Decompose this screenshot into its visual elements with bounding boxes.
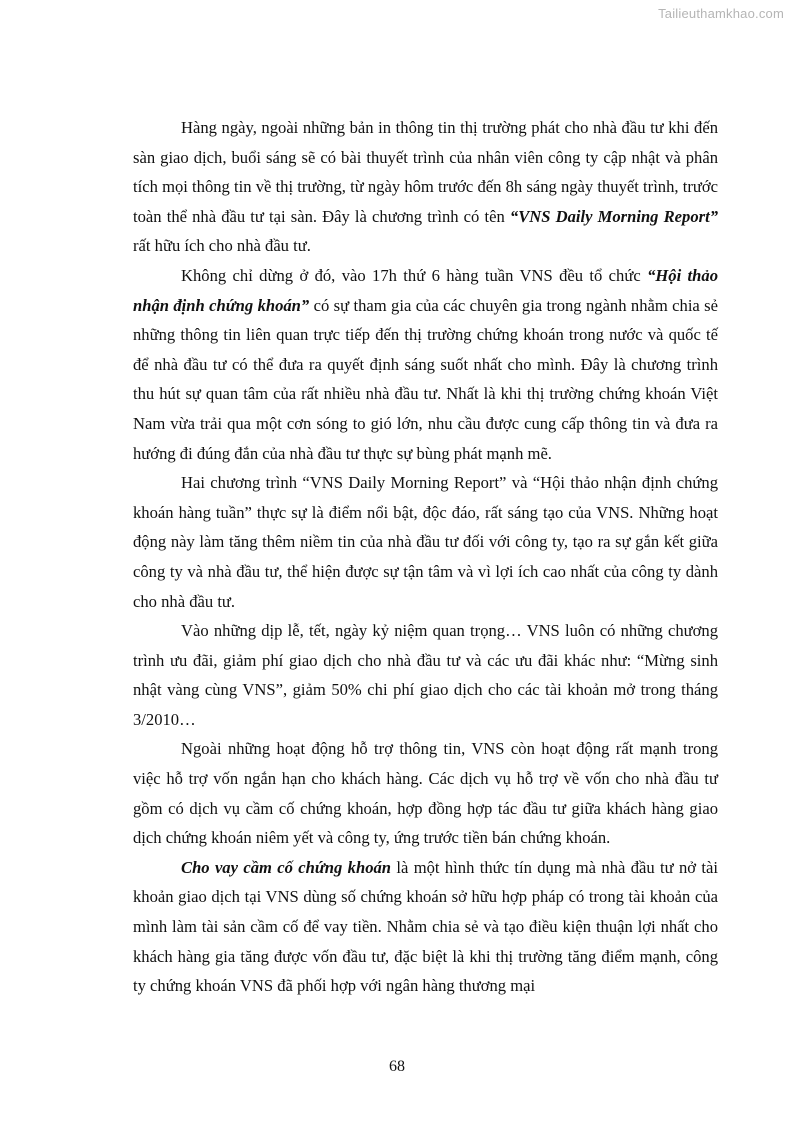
page-number: 68	[389, 1058, 405, 1075]
watermark: Tailieuthamkhao.com	[658, 6, 784, 21]
paragraph-holiday-promotions: Vào những dịp lễ, tết, ngày kỷ niệm quan trọng… VNS luôn có những chương trình ưu đãi, giảm phí giao dịch cho nhà đầu tư và các ưu đãi khác như: “Mừng sinh nhật vàng cùng VNS”, giảm 50% chi phí giao dịch cho các tài khoản mở trong tháng 3/2010…	[133, 621, 718, 729]
paragraph-vns-daily-morning-report	[133, 113, 718, 261]
program-name-emphasis: “VNS Daily Morning Report”	[509, 206, 718, 226]
paragraph-text: có sự tham gia của các chuyên gia trong ngành nhằm chia sẻ những thông tin liên quan trực tiếp đến thị trường chứng khoán trong nước và quốc tế để nhà đầu tư có thể đưa ra quyết định sáng suốt nhất cho mình. Đây là chương trình thu hút sự quan tâm của rất nhiều nhà đầu tư. Nhất là khi thị trường chứng khoán Việt Nam vừa trải qua một cơn sóng to gió lớn, nhu cầu được cung cấp thông tin và đưa ra hướng đi đúng đắn của nhà đầu tư thực sự bùng phát mạnh mẽ.	[133, 295, 719, 463]
paragraph-text: Không chỉ dừng ở đó, vào 17h thứ 6 hàng tuần VNS đều tổ chức	[181, 265, 648, 285]
paragraph-two-programs: Hai chương trình “VNS Daily Morning Report” và “Hội thảo nhận định chứng khoán hàng tuần” thực sự là điểm nổi bật, độc đáo, rất sáng tạo của VNS. Những hoạt động này làm tăng thêm niềm tin của nhà đầu tư đối với công ty, tạo ra sự gắn kết giữa công ty và nhà đầu tư, thể hiện được sự tận tâm và vì lợi ích cao nhất của công ty dành cho nhà đầu tư.	[133, 473, 718, 611]
seminar-name-emphasis: “Hội thảo nhận định chứng khoán”	[133, 265, 718, 315]
paragraph-text: là một hình thức tín dụng mà nhà đầu tư nở tài khoản giao dịch tại VNS dùng số chứng khoán sở hữu hợp pháp có trong tài khoản của mình làm tài sản cầm cố để vay tiền. Nhằm chia sẻ và tạo điều kiện thuận lợi nhất cho khách hàng gia tăng được vốn đầu tư, đặc biệt là khi thị trường tăng điểm mạnh, công ty chứng khoán VNS đã phối hợp với ngân hàng thương mại	[133, 857, 718, 996]
service-name-emphasis: Cho vay cầm cố chứng khoán	[181, 857, 392, 877]
paragraph-text: rất hữu ích cho nhà đầu tư.	[133, 236, 311, 256]
paragraph-weekly-seminar	[133, 261, 718, 468]
paragraph-pledge-loans	[133, 853, 718, 1001]
document-body	[133, 113, 718, 1001]
paragraph-text: Hàng ngày, ngoài những bản in thông tin thị trường phát cho nhà đầu tư khi đến sàn giao dịch, buổi sáng sẽ có bài thuyết trình của nhân viên công ty cập nhật và phân tích mọi thông tin về thị trường, từ ngày hôm trước đến 8h sáng ngày thuyết trình, trước toàn thể nhà đầu tư tại sàn. Đây là chương trình có tên	[133, 118, 718, 226]
paragraph-capital-support: Ngoài những hoạt động hỗ trợ thông tin, VNS còn hoạt động rất mạnh trong việc hỗ trợ vốn ngắn hạn cho khách hàng. Các dịch vụ hỗ trợ về vốn cho nhà đầu tư gồm có dịch vụ cầm cố chứng khoán, hợp đồng hợp tác đầu tư giữa khách hàng giao dịch chứng khoán niêm yết và công ty, ứng trước tiền bán chứng khoán.	[133, 739, 718, 848]
